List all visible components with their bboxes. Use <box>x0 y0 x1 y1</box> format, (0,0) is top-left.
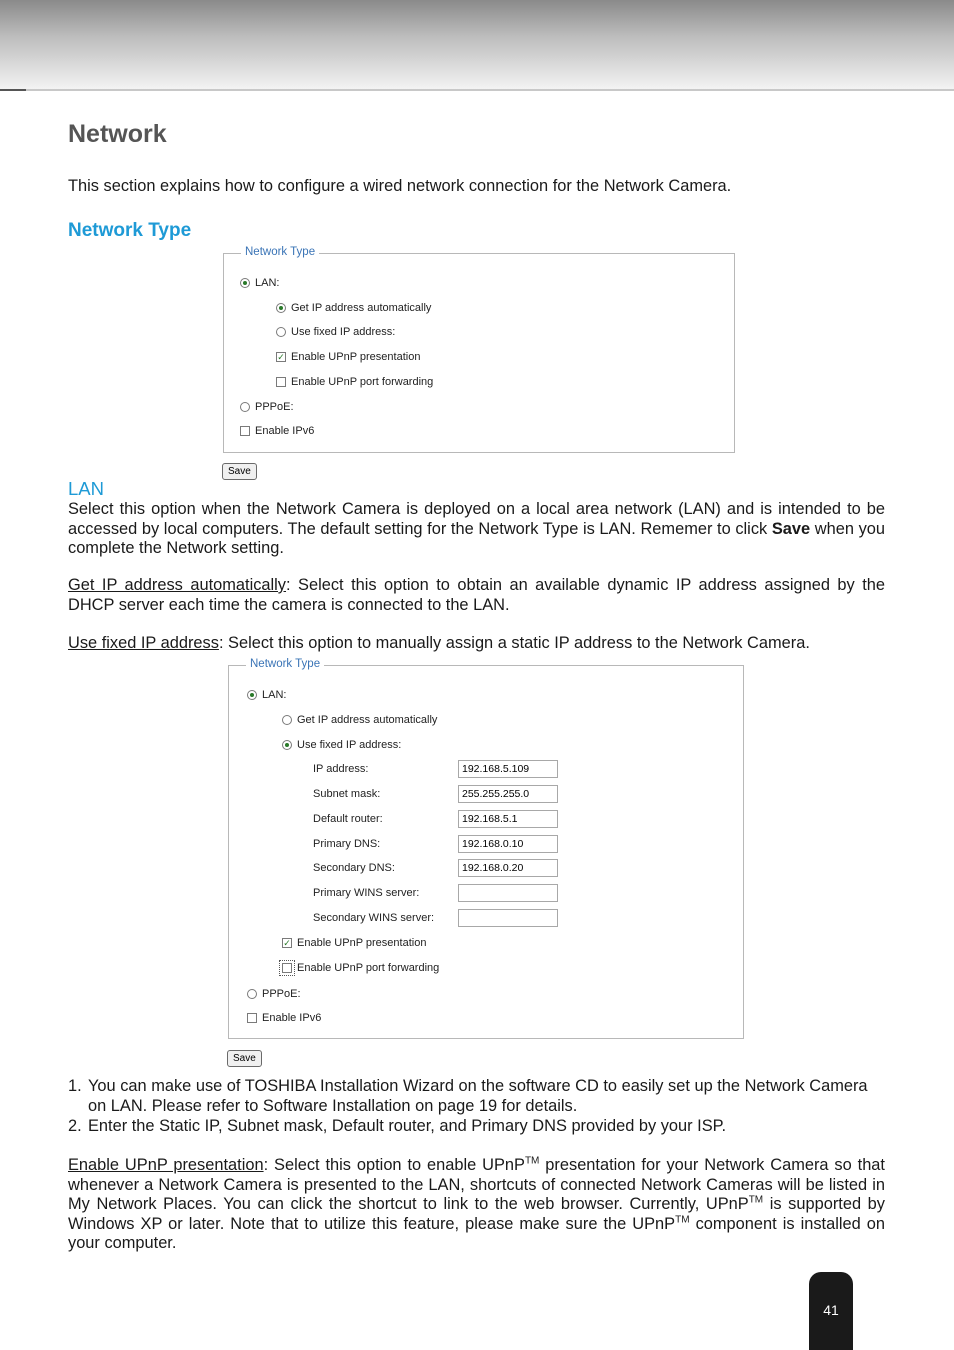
checkbox-checked-icon[interactable]: ✓ <box>277 352 285 362</box>
use-fixed-description <box>68 634 885 654</box>
radio-icon[interactable] <box>247 989 257 999</box>
get-auto-label: Get IP address automatically <box>297 714 438 726</box>
lan-bold-save: Save <box>771 519 811 538</box>
upnp-text-1: : Select this option to enable UPnP <box>263 1156 525 1174</box>
radio-icon[interactable] <box>240 402 250 412</box>
ipv6-label: Enable IPv6 <box>262 1012 322 1024</box>
radio-icon[interactable] <box>247 690 257 700</box>
list-number: 1. <box>68 1077 82 1095</box>
lan-description <box>68 500 885 559</box>
intro-text: This section explains how to configure a wired network connection for the Network Camera. <box>68 177 732 195</box>
secondary-dns-label: Secondary DNS: <box>313 862 395 874</box>
upnp-presentation-label: Enable UPnP presentation <box>297 937 427 949</box>
list-text: You can make use of TOSHIBA Installation Wizard on the software CD to easily set up the Network Camera on LAN. Please refer to Software Installation on page 19 for details. <box>88 1077 868 1115</box>
get-auto-text: : Select this option to obtain an available dynamic IP address assigned by the DHCP server each time the camera is connected to the LAN. <box>68 576 885 614</box>
ip-address-label: IP address: <box>313 763 369 775</box>
subnet-mask-label: Subnet mask: <box>313 788 381 800</box>
primary-wins-input[interactable] <box>458 884 558 902</box>
lan-text-1: Select this option when the Network Camera is deployed on a local area network (LAN) and is intended to be accessed by local computers. The default setting for the Network Type is LAN. Rememer to click <box>68 500 885 538</box>
list-number: 2. <box>68 1117 82 1135</box>
pppoe-option[interactable] <box>247 988 301 1000</box>
pppoe-label: PPPoE: <box>255 401 294 413</box>
radio-icon[interactable] <box>276 303 286 313</box>
subnet-mask-input[interactable] <box>458 785 558 803</box>
default-router-input[interactable] <box>458 810 558 828</box>
network-type-panel-1 <box>223 246 735 453</box>
lan-label: LAN: <box>255 277 280 289</box>
radio-icon[interactable] <box>282 715 292 725</box>
secondary-wins-input[interactable] <box>458 909 558 927</box>
radio-icon[interactable] <box>276 327 286 337</box>
use-fixed-text: : Select this option to manually assign a static IP address to the Network Camera. <box>218 634 810 652</box>
upnp-description <box>68 1156 885 1254</box>
ipv6-label: Enable IPv6 <box>255 425 315 437</box>
upnp-presentation-label: Enable UPnP presentation <box>291 351 421 363</box>
radio-icon[interactable] <box>240 278 250 288</box>
upnp-presentation-option[interactable] <box>276 351 420 363</box>
trademark-sup: TM <box>524 1155 540 1167</box>
primary-dns-label: Primary DNS: <box>313 838 381 850</box>
secondary-wins-label: Secondary WINS server: <box>313 912 435 924</box>
secondary-dns-input[interactable] <box>458 859 558 877</box>
radio-icon[interactable] <box>282 740 292 750</box>
panel-legend: Network Type <box>241 246 319 258</box>
lan-label: LAN: <box>262 689 287 701</box>
lan-text-2: when you complete the Network setting. <box>68 519 885 557</box>
checkbox-icon[interactable] <box>276 377 286 387</box>
default-router-label: Default router: <box>313 813 383 825</box>
use-fixed-label: Use fixed IP address: <box>297 739 402 751</box>
upnp-text-3: is supported by Windows XP or later. Note that to utilize this feature, please make sure the UPnP <box>68 1195 885 1233</box>
trademark-sup: TM <box>675 1214 690 1226</box>
header-divider <box>26 89 954 91</box>
upnp-presentation-option[interactable] <box>282 937 426 949</box>
save-button[interactable]: Save <box>227 1050 262 1067</box>
save-button[interactable]: Save <box>222 463 257 480</box>
page-title: Network <box>68 120 167 148</box>
upnp-term: Enable UPnP presentation <box>68 1156 264 1174</box>
checkbox-icon[interactable] <box>282 963 292 973</box>
use-fixed-term: Use fixed IP address <box>68 634 219 652</box>
checkbox-checked-icon[interactable]: ✓ <box>283 938 291 948</box>
panel-legend: Network Type <box>246 658 324 670</box>
network-type-panel-2 <box>228 658 744 1039</box>
checkbox-icon[interactable] <box>240 426 250 436</box>
ipv6-option[interactable] <box>240 425 314 437</box>
upnp-text-2: presentation for your Network Camera so that whenever a Network Camera is presented to the LAN, shortcuts of connected Network Cameras will be listed in My Network Places. You can click the shortcut to link to the web browser. Currently, UPnP <box>68 1156 885 1213</box>
pppoe-label: PPPoE: <box>262 988 301 1000</box>
section-heading-network-type: Network Type <box>68 220 192 241</box>
get-auto-description <box>68 576 885 615</box>
primary-dns-input[interactable] <box>458 835 558 853</box>
get-auto-option[interactable] <box>276 302 431 314</box>
header-mark <box>0 89 26 91</box>
use-fixed-option[interactable] <box>282 739 401 751</box>
lan-heading: LAN <box>68 478 104 499</box>
list-text: Enter the Static IP, Subnet mask, Default router, and Primary DNS provided by your ISP. <box>88 1117 727 1135</box>
lan-option[interactable] <box>247 689 286 701</box>
header-band <box>0 0 954 90</box>
pppoe-option[interactable] <box>240 401 294 413</box>
upnp-port-option[interactable] <box>276 376 433 388</box>
use-fixed-option[interactable] <box>276 326 395 338</box>
ip-address-input[interactable] <box>458 760 558 778</box>
use-fixed-label: Use fixed IP address: <box>291 326 396 338</box>
ipv6-option[interactable] <box>247 1012 321 1024</box>
get-auto-label: Get IP address automatically <box>291 302 432 314</box>
upnp-text-4: component is installed on your computer. <box>68 1214 885 1252</box>
checkbox-icon[interactable] <box>247 1013 257 1023</box>
get-auto-option[interactable] <box>282 714 437 726</box>
get-auto-term: Get IP address automatically <box>68 576 287 594</box>
upnp-port-option[interactable] <box>282 962 439 974</box>
trademark-sup: TM <box>748 1194 764 1206</box>
page-number: 41 <box>823 1302 839 1318</box>
lan-option[interactable] <box>240 277 279 289</box>
primary-wins-label: Primary WINS server: <box>313 887 420 899</box>
upnp-port-label: Enable UPnP port forwarding <box>291 376 434 388</box>
upnp-port-label: Enable UPnP port forwarding <box>297 962 440 974</box>
